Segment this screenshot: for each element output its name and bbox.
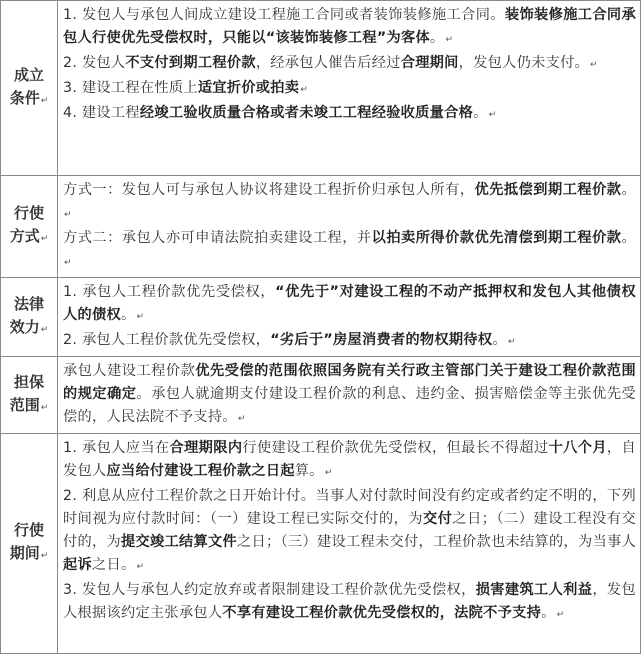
row-label-line: 期间 <box>9 544 40 562</box>
text-segment: 。 <box>473 105 488 121</box>
row-establishment-conditions <box>1 1 641 176</box>
row-label-line: 行使 <box>13 204 44 222</box>
row-exercise-methods <box>1 176 641 278</box>
emphasis-text: 十八个月 <box>548 440 607 456</box>
emphasis-text: “劣后于”房屋消费者的物权期待权 <box>270 332 493 348</box>
row-label <box>1 434 58 654</box>
paragraph <box>63 360 636 431</box>
emphasis-text: 以拍卖所得价款优先清偿到期工程价款 <box>371 230 622 246</box>
text-segment: 2. 利息从应付工程价款之日开始计付。当事人对付款时间没有约定或者约定不明的，下列时间视为应付款时间：（一）建设工程已实际交付的，为 <box>63 488 636 527</box>
paragraph-mark-icon: ↵ <box>445 35 454 45</box>
row-content <box>58 434 641 654</box>
emphasis-text: 损害建筑工人利益 <box>475 582 593 598</box>
row-label-line: 法律 <box>13 294 44 313</box>
paragraph-mark-icon: ↵ <box>590 60 598 70</box>
emphasis-text: 不支付到期工程价款 <box>125 55 256 71</box>
paragraph-mark-icon: ↵ <box>136 312 145 322</box>
row-label-line: 担保 <box>13 372 44 391</box>
text-segment: ，经承包人催告后经过 <box>255 55 401 71</box>
row-label-line: 效力 <box>9 317 40 336</box>
paragraph <box>63 4 636 52</box>
row-label-line: 条件 <box>9 88 40 107</box>
paragraph <box>63 52 636 77</box>
text-segment: 。 <box>541 605 556 621</box>
emphasis-text: 合理期限内 <box>169 440 243 456</box>
text-segment: 。承包人就逾期支付建设工程价款的利息、违约金、损害赔偿金等主张优先受偿的，人民法院不予支持。 <box>63 386 636 425</box>
paragraph-mark-icon: ↵ <box>40 402 49 413</box>
text-segment: 。 <box>429 30 445 46</box>
paragraph-mark-icon: ↵ <box>300 85 309 95</box>
text-segment: 行使建设工程价款优先受偿权，但最长不得超过 <box>242 440 549 456</box>
emphasis-text: 优先抵偿到期工程价款 <box>474 182 622 198</box>
row-label <box>1 176 58 278</box>
emphasis-text: 合理期间 <box>400 55 459 71</box>
text-segment: 之日；（二）建设工程没有交付的，为 <box>63 511 636 550</box>
text-segment: 。 <box>621 230 636 246</box>
text-segment: 。 <box>120 307 136 323</box>
paragraph-mark-icon: ↵ <box>64 258 72 268</box>
text-segment: 3. 建设工程在性质上 <box>63 80 198 96</box>
paragraph-mark-icon: ↵ <box>237 414 246 424</box>
emphasis-text: 优先受偿的范围依照国务院有关行政主管部门关于建设工程价款范围的规定确定 <box>63 363 636 402</box>
text-segment: 1. 承包人工程价款优先受偿权， <box>63 284 276 300</box>
emphasis-text: 适宜折价或拍卖 <box>197 80 300 96</box>
text-segment: 3. 发包人与承包人约定放弃或者限制建设工程价款优先受偿权， <box>63 582 476 598</box>
text-segment: 方式二：承包人亦可申请法院拍卖建设工程，并 <box>63 230 372 246</box>
emphasis-text: 不享有建设工程价款优先受偿权的，法院不予支持 <box>222 605 542 621</box>
text-segment: 1. 承包人应当在 <box>63 440 170 456</box>
paragraph <box>63 179 636 227</box>
paragraph-mark-icon: ↵ <box>40 324 49 335</box>
emphasis-text: 提交竣工结算文件 <box>121 534 238 550</box>
emphasis-text: 交付 <box>423 511 453 527</box>
paragraph <box>63 281 636 329</box>
paragraph-mark-icon: ↵ <box>40 234 49 244</box>
row-label-line: 范围 <box>9 395 40 414</box>
text-segment: 。 <box>621 182 636 198</box>
row-content <box>58 278 641 357</box>
paragraph-mark-icon: ↵ <box>324 468 333 478</box>
paragraph <box>63 227 636 275</box>
text-segment: 。 <box>492 332 507 348</box>
row-label <box>1 357 58 434</box>
row-label-line: 行使 <box>13 521 44 539</box>
paragraph-mark-icon: ↵ <box>40 95 49 106</box>
text-segment: 2. 发包人 <box>63 55 126 71</box>
row-label <box>1 278 58 357</box>
paragraph-mark-icon: ↵ <box>507 337 516 347</box>
text-segment: ，发包人仍未支付。 <box>458 55 590 71</box>
paragraph-mark-icon: ↵ <box>136 562 145 572</box>
row-label-line: 方式 <box>9 227 40 245</box>
paragraph <box>63 485 636 579</box>
text-segment: 算。 <box>294 463 324 479</box>
text-segment: 2. 承包人工程价款优先受偿权， <box>63 332 271 348</box>
row-exercise-period <box>1 434 641 654</box>
text-segment: 承包人建设工程价款 <box>63 363 196 379</box>
emphasis-text: 起诉 <box>63 557 92 573</box>
text-segment: ，发包人根据该约定主张承包人 <box>63 582 636 621</box>
row-content <box>58 176 641 278</box>
paragraph <box>63 329 636 354</box>
paragraph-mark-icon: ↵ <box>64 210 72 220</box>
text-segment: ，自发包人 <box>63 440 636 479</box>
paragraph <box>63 579 636 627</box>
paragraph <box>63 437 636 485</box>
text-segment: 之日。 <box>91 557 136 573</box>
row-label <box>1 1 58 176</box>
row-guarantee-scope <box>1 357 641 434</box>
row-content <box>58 357 641 434</box>
emphasis-text: 经竣工验收质量合格或者未竣工工程经验收质量合格 <box>139 105 474 121</box>
text-segment: 4. 建设工程 <box>63 105 140 121</box>
paragraph-mark-icon: ↵ <box>40 551 49 561</box>
text-segment: 1. 发包人与承包人间成立建设工程施工合同或者装饰装修施工合同。 <box>63 7 505 23</box>
emphasis-text: 装饰装修施工合同承包人行使优先受偿权时，只能以“该装饰装修工程”为客体 <box>63 7 637 46</box>
paragraph-mark-icon: ↵ <box>556 610 565 620</box>
emphasis-text: 应当给付建设工程价款之日起 <box>106 463 295 479</box>
row-label-line: 成立 <box>13 65 44 84</box>
row-content <box>58 1 641 176</box>
emphasis-text: “优先于”对建设工程的不动产抵押权和发包人其他债权人的债权 <box>63 284 636 323</box>
row-legal-effect <box>1 278 641 357</box>
paragraph <box>63 77 636 102</box>
text-segment: 方式一：发包人可与承包人协议将建设工程折价归承包人所有， <box>63 182 475 198</box>
paragraph-mark-icon: ↵ <box>488 110 497 120</box>
text-segment: 之日；（三）建设工程未交付，工程价款也未结算的，为当事人 <box>237 534 636 550</box>
paragraph <box>63 102 636 127</box>
